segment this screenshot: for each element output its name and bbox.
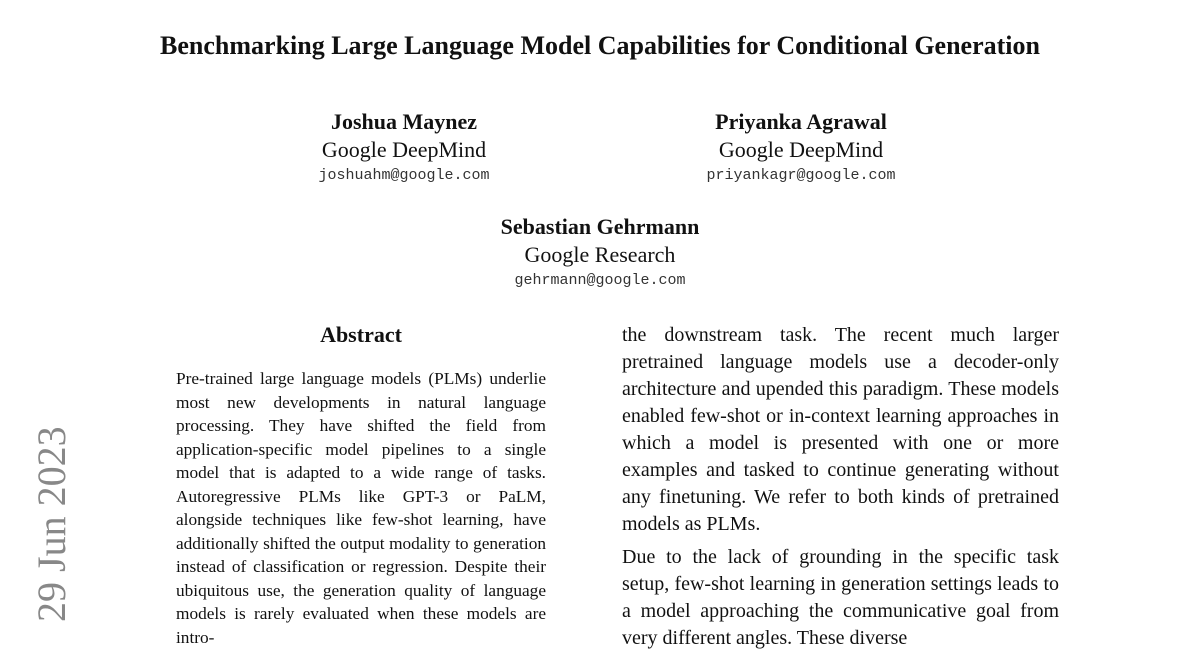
body-paragraph: the downstream task. The recent much larger pretrained language models use a decoder-only architecture and upended this paradigm. These models enabled few-shot or in-context learning approaches in which a model is presented with one or more examples and tasked to continue generating without any finetuning. We refer to both kinds of pretrained models as PLMs. xyxy=(622,324,1059,535)
author-email: priyankagr@google.com xyxy=(706,167,896,184)
author-name: Sebastian Gehrmann xyxy=(500,214,700,239)
author-name: Joshua Maynez xyxy=(330,109,478,134)
author-block xyxy=(254,108,554,188)
author-block xyxy=(450,213,750,293)
paper-title: Benchmarking Large Language Model Capabilities for Conditional Generation xyxy=(160,31,1040,60)
author-email: joshuahm@google.com xyxy=(318,167,490,184)
author-affiliation: Google Research xyxy=(524,242,676,267)
abstract-heading: Abstract xyxy=(320,322,402,347)
author-email: gehrmann@google.com xyxy=(514,272,686,289)
author-affiliation: Google DeepMind xyxy=(718,137,884,162)
body-paragraph: Due to the lack of grounding in the specific task setup, few-shot learning in generation settings leads to a model approaching the communicative goal from very different angles. These diverse xyxy=(622,546,1059,649)
author-affiliation: Google DeepMind xyxy=(321,137,487,162)
author-block xyxy=(651,108,951,188)
abstract-text: Pre-trained large language models (PLMs) underlie most new developments in natural language processing. They have shifted the field from application-specific model pipelines to a single model that is adapted to a wide range of tasks. Autoregressive PLMs like GPT-3 or PaLM, alongside techniques like few-shot learning, have additionally shifted the output modality to generation instead of classification or regression. Despite their ubiquitous use, the generation quality of language models is rarely evaluated when these models are intro- xyxy=(176,369,546,647)
author-name: Priyanka Agrawal xyxy=(715,109,887,134)
body-column xyxy=(622,322,1059,652)
arxiv-date-stamp: 29 Jun 2023 xyxy=(29,426,74,622)
